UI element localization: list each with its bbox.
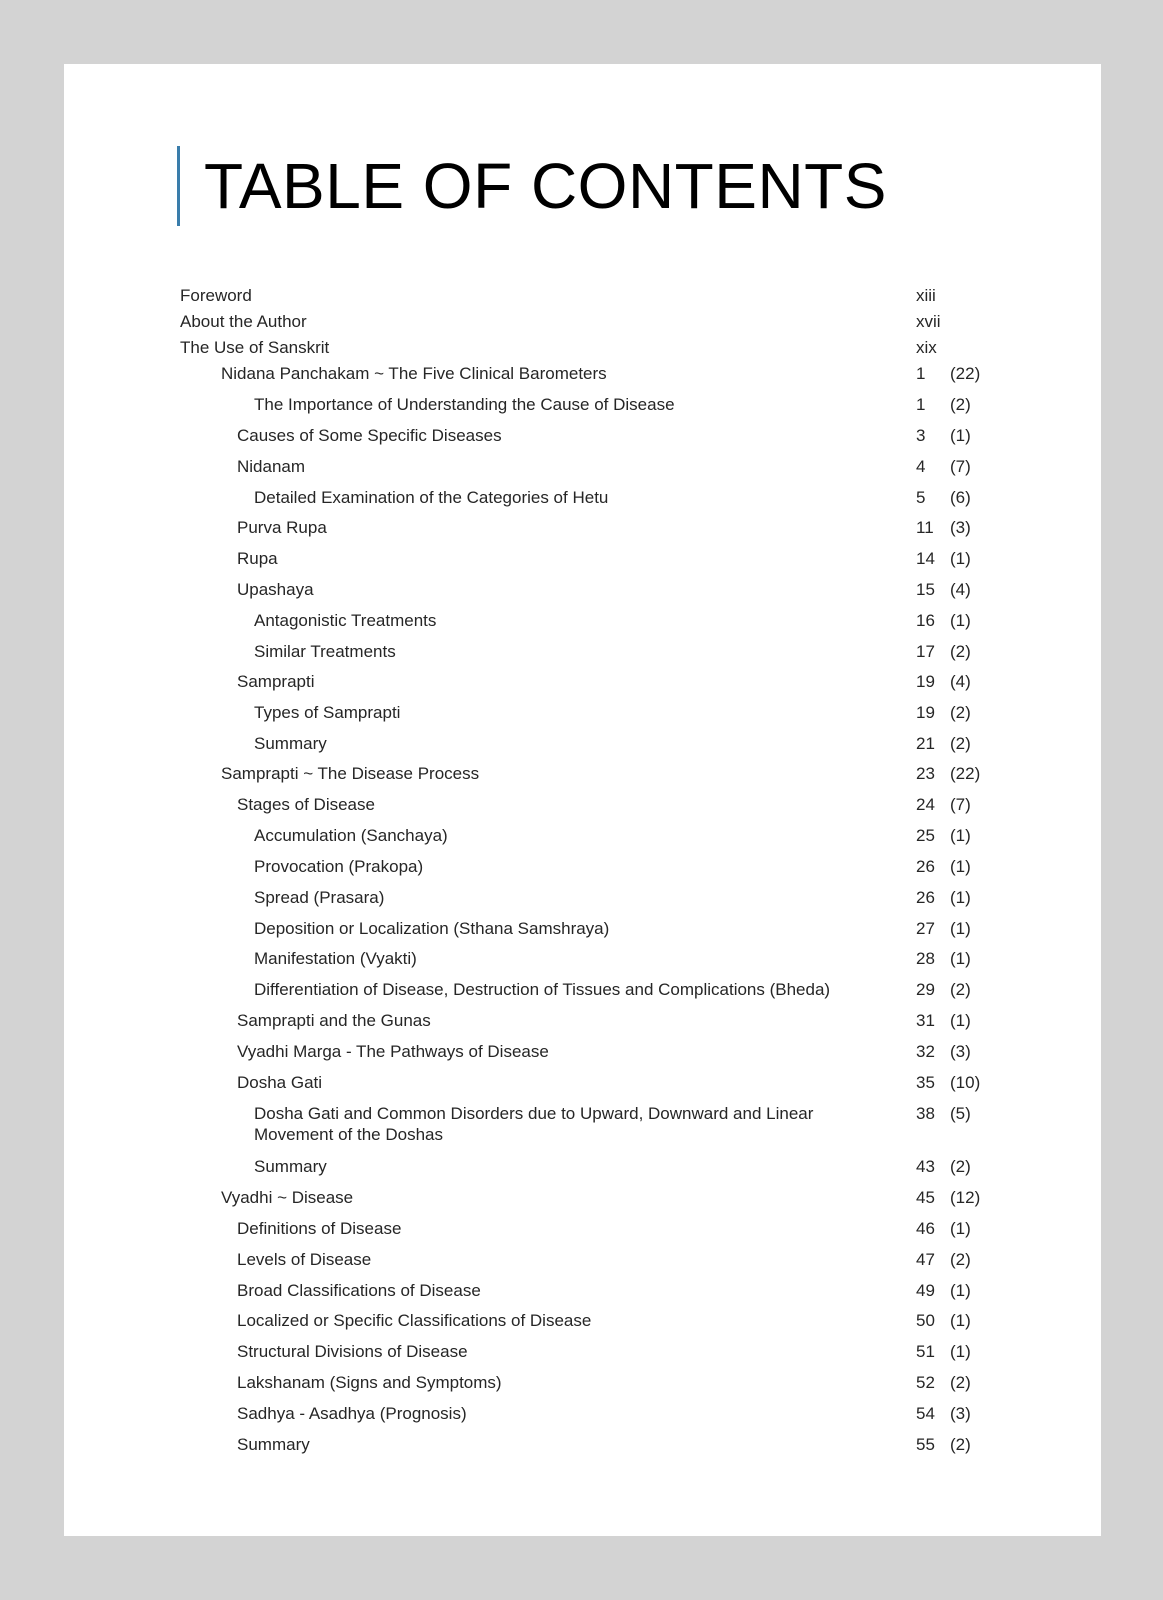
toc-entry-page-count: (1): [950, 826, 971, 845]
document-page: [64, 64, 1101, 1536]
toc-entry-label[interactable]: Manifestation (Vyakti): [254, 949, 417, 968]
toc-entry-page-count: (1): [950, 426, 971, 445]
toc-entry-page-count: (6): [950, 488, 971, 507]
toc-entry-page-count: (22): [950, 764, 981, 783]
toc-entry-page-number: 5: [916, 488, 926, 507]
toc-entry-page-number: 55: [916, 1435, 935, 1454]
toc-entry-page-count: (7): [950, 457, 971, 476]
toc-entry-page-number: 19: [916, 672, 935, 691]
toc-entry-page-count: (12): [950, 1188, 981, 1207]
toc-entry-page-count: (2): [950, 703, 971, 722]
toc-entry-page-count: (2): [950, 642, 971, 661]
toc-entry-page-number: xix: [916, 338, 937, 357]
toc-entry-label[interactable]: About the Author: [180, 312, 307, 331]
toc-entry-page-number: 1: [916, 364, 926, 383]
toc-entry-page-count: (2): [950, 1435, 971, 1454]
toc-entry-page-count: (7): [950, 795, 971, 814]
toc-entry-label[interactable]: Stages of Disease: [237, 795, 375, 814]
toc-entry-page-number: 46: [916, 1219, 935, 1238]
toc-entry-page-count: (1): [950, 949, 971, 968]
toc-entry-page-number: 28: [916, 949, 935, 968]
toc-entry-page-count: (1): [950, 1281, 971, 1300]
toc-entry-page-number: 23: [916, 764, 935, 783]
toc-entry-page-number: 24: [916, 795, 935, 814]
toc-entry-page-count: (5): [950, 1104, 971, 1123]
toc-entry-label[interactable]: Summary: [237, 1435, 310, 1454]
toc-entry-label[interactable]: The Importance of Understanding the Cause of Disease: [254, 395, 675, 414]
toc-entry-page-count: (4): [950, 580, 971, 599]
toc-entry-page-count: (3): [950, 1042, 971, 1061]
toc-entry-page-number: 54: [916, 1404, 935, 1423]
toc-entry-page-number: xiii: [916, 286, 936, 305]
toc-entry-label[interactable]: Samprapti ~ The Disease Process: [221, 764, 480, 783]
toc-entry-page-number: 26: [916, 857, 935, 876]
toc-entry-page-number: 31: [916, 1011, 935, 1030]
page-title: TABLE OF CONTENTS: [204, 150, 887, 222]
toc-entry-page-number: 29: [916, 980, 935, 999]
toc-entry-page-count: (1): [950, 1311, 971, 1330]
toc-entry-label[interactable]: Definitions of Disease: [237, 1219, 402, 1238]
toc-entry-label[interactable]: Samprapti: [237, 672, 315, 691]
toc-entry-page-number: 32: [916, 1042, 935, 1061]
toc-entry-page-number: 38: [916, 1104, 935, 1123]
toc-entry-label[interactable]: Dosha Gati and Common Disorders due to Upward, Downward and Linear Movement of the Doshas: [254, 1104, 814, 1144]
toc-entry-label[interactable]: Provocation (Prakopa): [254, 857, 424, 876]
toc-entry-page-count: (10): [950, 1073, 981, 1092]
toc-entry-page-number: 15: [916, 580, 935, 599]
toc-entry-page-count: (3): [950, 518, 971, 537]
toc-entry-page-number: xvii: [916, 312, 941, 331]
toc-entry-label[interactable]: Nidana Panchakam ~ The Five Clinical Barometers: [221, 364, 607, 383]
toc-entry-label[interactable]: Structural Divisions of Disease: [237, 1342, 468, 1361]
toc-entry-page-number: 27: [916, 919, 935, 938]
toc-entry-page-count: (22): [950, 364, 981, 383]
toc-entry-label[interactable]: Differentiation of Disease, Destruction of Tissues and Complications (Bheda): [254, 980, 831, 999]
toc-entry-label[interactable]: Similar Treatments: [254, 642, 396, 661]
toc-entry-page-number: 45: [916, 1188, 935, 1207]
toc-entry-label[interactable]: Levels of Disease: [237, 1250, 372, 1269]
toc-entry-label[interactable]: Rupa: [237, 549, 278, 568]
toc-entry-label[interactable]: Lakshanam (Signs and Symptoms): [237, 1373, 502, 1392]
toc-entry-page-count: (3): [950, 1404, 971, 1423]
toc-entry-page-count: (2): [950, 395, 971, 414]
toc-entry-label[interactable]: Vyadhi ~ Disease: [221, 1188, 354, 1207]
toc-entry-label[interactable]: Broad Classifications of Disease: [237, 1281, 481, 1300]
toc-entry-label[interactable]: Summary: [254, 1157, 327, 1176]
table-of-contents: [64, 64, 1101, 1536]
toc-entry-label[interactable]: Spread (Prasara): [254, 888, 385, 907]
toc-entry-page-count: (1): [950, 611, 971, 630]
toc-entry-page-count: (2): [950, 734, 971, 753]
toc-entry-page-count: (2): [950, 980, 971, 999]
toc-entry-page-number: 49: [916, 1281, 935, 1300]
toc-entry-label[interactable]: The Use of Sanskrit: [180, 338, 330, 357]
toc-entry-page-number: 25: [916, 826, 935, 845]
toc-entry-label[interactable]: Nidanam: [237, 457, 306, 476]
toc-entry-page-number: 50: [916, 1311, 935, 1330]
toc-entry-label[interactable]: Upashaya: [237, 580, 314, 599]
toc-entry-page-number: 3: [916, 426, 926, 445]
toc-entry-page-number: 4: [916, 457, 926, 476]
toc-entry-label[interactable]: Foreword: [180, 286, 252, 305]
toc-entry-label[interactable]: Summary: [254, 734, 327, 753]
toc-entry-page-number: 35: [916, 1073, 935, 1092]
toc-entry-label[interactable]: Antagonistic Treatments: [254, 611, 437, 630]
toc-entry-label[interactable]: Samprapti and the Gunas: [237, 1011, 431, 1030]
toc-entry-page-count: (1): [950, 888, 971, 907]
toc-entry-page-count: (1): [950, 549, 971, 568]
toc-entry-page-number: 47: [916, 1250, 935, 1269]
toc-entry-page-count: (2): [950, 1250, 971, 1269]
toc-entry-page-number: 1: [916, 395, 926, 414]
toc-entry-page-number: 17: [916, 642, 935, 661]
toc-entry-label[interactable]: Dosha Gati: [237, 1073, 323, 1092]
toc-entry-page-number: 14: [916, 549, 935, 568]
toc-entry-label[interactable]: Sadhya - Asadhya (Prognosis): [237, 1404, 467, 1423]
toc-entry-page-number: 19: [916, 703, 935, 722]
toc-entry-label[interactable]: Localized or Specific Classifications of Disease: [237, 1311, 592, 1330]
toc-entry-page-number: 26: [916, 888, 935, 907]
toc-entry-page-count: (4): [950, 672, 971, 691]
toc-entry-label[interactable]: Deposition or Localization (Sthana Samshraya): [254, 919, 610, 938]
toc-entry-page-count: (2): [950, 1373, 971, 1392]
toc-entry-label[interactable]: Types of Samprapti: [254, 703, 401, 722]
toc-entry-page-count: (1): [950, 1219, 971, 1238]
toc-entry-page-count: (1): [950, 857, 971, 876]
toc-entry-label[interactable]: Vyadhi Marga - The Pathways of Disease: [237, 1042, 549, 1061]
toc-entry-page-count: (1): [950, 919, 971, 938]
toc-entry-page-count: (1): [950, 1011, 971, 1030]
toc-entry-label[interactable]: Purva Rupa: [237, 518, 327, 537]
toc-entry-page-count: (1): [950, 1342, 971, 1361]
toc-entry-label[interactable]: Detailed Examination of the Categories of Hetu: [254, 488, 609, 507]
toc-entry-page-number: 21: [916, 734, 935, 753]
toc-entry-page-number: 51: [916, 1342, 935, 1361]
toc-entry-page-number: 43: [916, 1157, 935, 1176]
toc-entry-label[interactable]: Causes of Some Specific Diseases: [237, 426, 502, 445]
toc-entry-page-number: 11: [916, 518, 934, 537]
toc-entry-page-number: 52: [916, 1373, 935, 1392]
toc-entry-label[interactable]: Accumulation (Sanchaya): [254, 826, 448, 845]
toc-entry-page-number: 16: [916, 611, 935, 630]
toc-entry-page-count: (2): [950, 1157, 971, 1176]
